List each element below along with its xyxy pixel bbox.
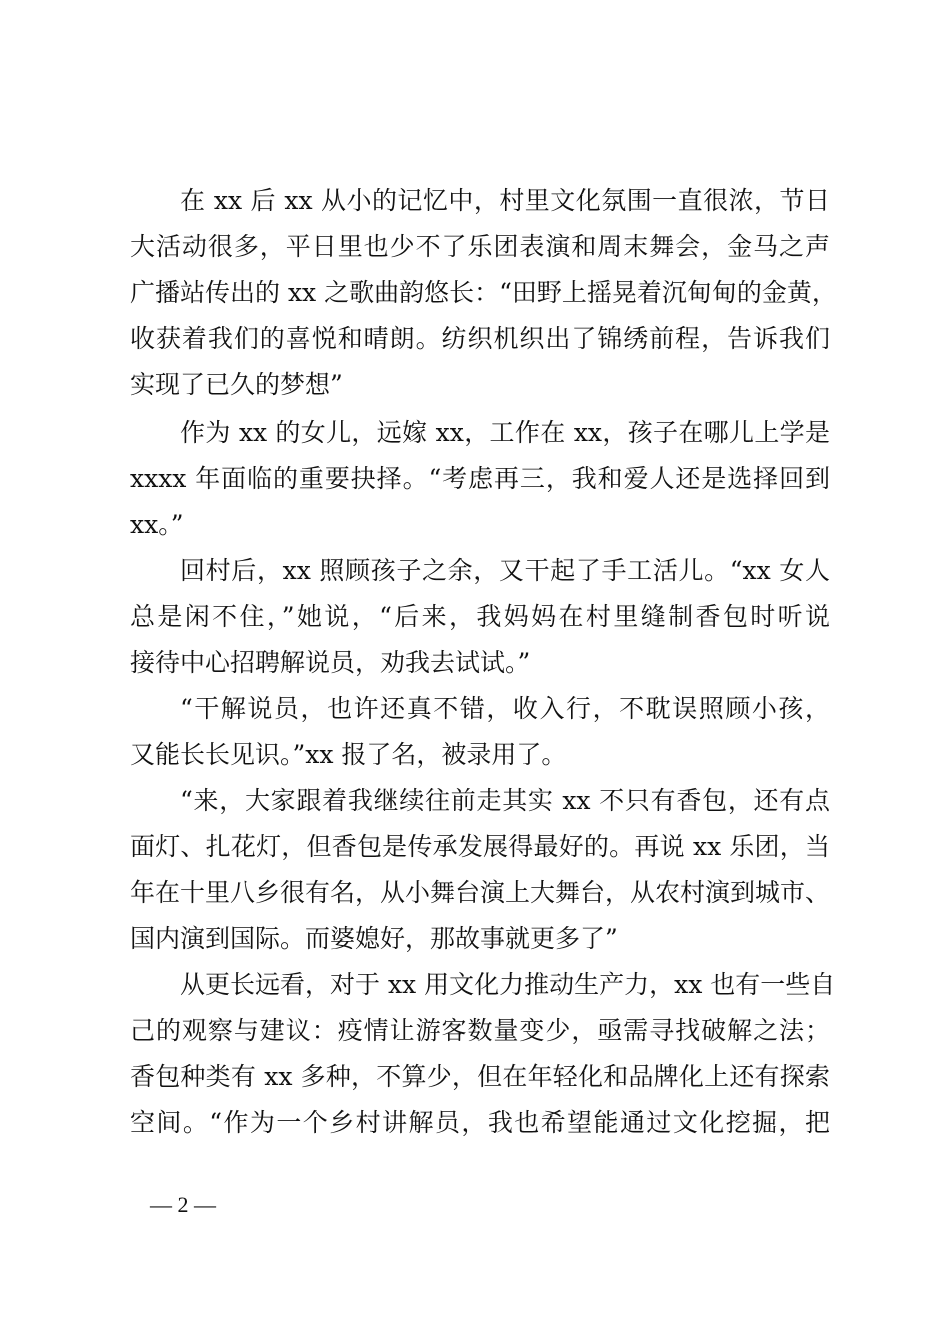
paragraph-6-line-2: 己的观察与建议：疫情让游客数量变少，亟需寻找破解之法；: [130, 1016, 830, 1045]
paragraph-2-line-1: 作为 xx 的女儿，远嫁 xx，工作在 xx，孩子在哪儿上学是: [180, 418, 830, 447]
paragraph-3-line-3: 接待中心招聘解说员，劝我去试试。”: [130, 648, 531, 677]
paragraph-4-line-1: “干解说员，也许还真不错，收入行，不耽误照顾小孩，: [180, 694, 830, 723]
page-number: — 2 —: [150, 1192, 216, 1217]
paragraph-1-line-1: 在 xx 后 xx 从小的记忆中，村里文化氛围一直很浓，节日: [180, 186, 830, 215]
paragraph-5-line-4: 国内演到国际。而婆媳好，那故事就更多了”: [130, 924, 618, 953]
paragraph-6-line-1: 从更长远看，对于 xx 用文化力推动生产力，xx 也有一些自: [180, 970, 836, 999]
paragraph-5-line-2: 面灯、扎花灯，但香包是传承发展得最好的。再说 xx 乐团，当: [130, 832, 830, 861]
paragraph-2-line-3: xx。”: [130, 510, 184, 539]
paragraph-5-line-1: “来，大家跟着我继续往前走其实 xx 不只有香包，还有点: [180, 786, 830, 815]
paragraph-1-line-2: 大活动很多，平日里也少不了乐团表演和周末舞会，金马之声: [130, 232, 830, 261]
paragraph-1-line-5: 实现了已久的梦想”: [130, 370, 343, 399]
paragraph-5-line-3: 年在十里八乡很有名，从小舞台演上大舞台，从农村演到城市、: [130, 878, 831, 907]
paragraph-4-line-2: 又能长长见识。”xx 报了名，被录用了。: [130, 740, 567, 769]
paragraph-3-line-2: 总是闲不住，”她说，“后来，我妈妈在村里缝制香包时听说: [130, 602, 830, 631]
paragraph-6-line-3: 香包种类有 xx 多种，不算少，但在年轻化和品牌化上还有探索: [130, 1062, 830, 1091]
paragraph-2-line-2: xxxx 年面临的重要抉择。“考虑再三，我和爱人还是选择回到: [130, 464, 830, 493]
paragraph-1-line-3: 广播站传出的 xx 之歌曲韵悠长：“田野上摇晃着沉甸甸的金黄，: [130, 278, 837, 307]
paragraph-1-line-4: 收获着我们的喜悦和晴朗。纺织机织出了锦绣前程，告诉我们: [130, 324, 830, 353]
paragraph-3-line-1: 回村后，xx 照顾孩子之余，又干起了手工活儿。“xx 女人: [180, 556, 830, 585]
paragraph-6-line-4: 空间。“作为一个乡村讲解员，我也希望能通过文化挖掘，把: [130, 1108, 830, 1137]
